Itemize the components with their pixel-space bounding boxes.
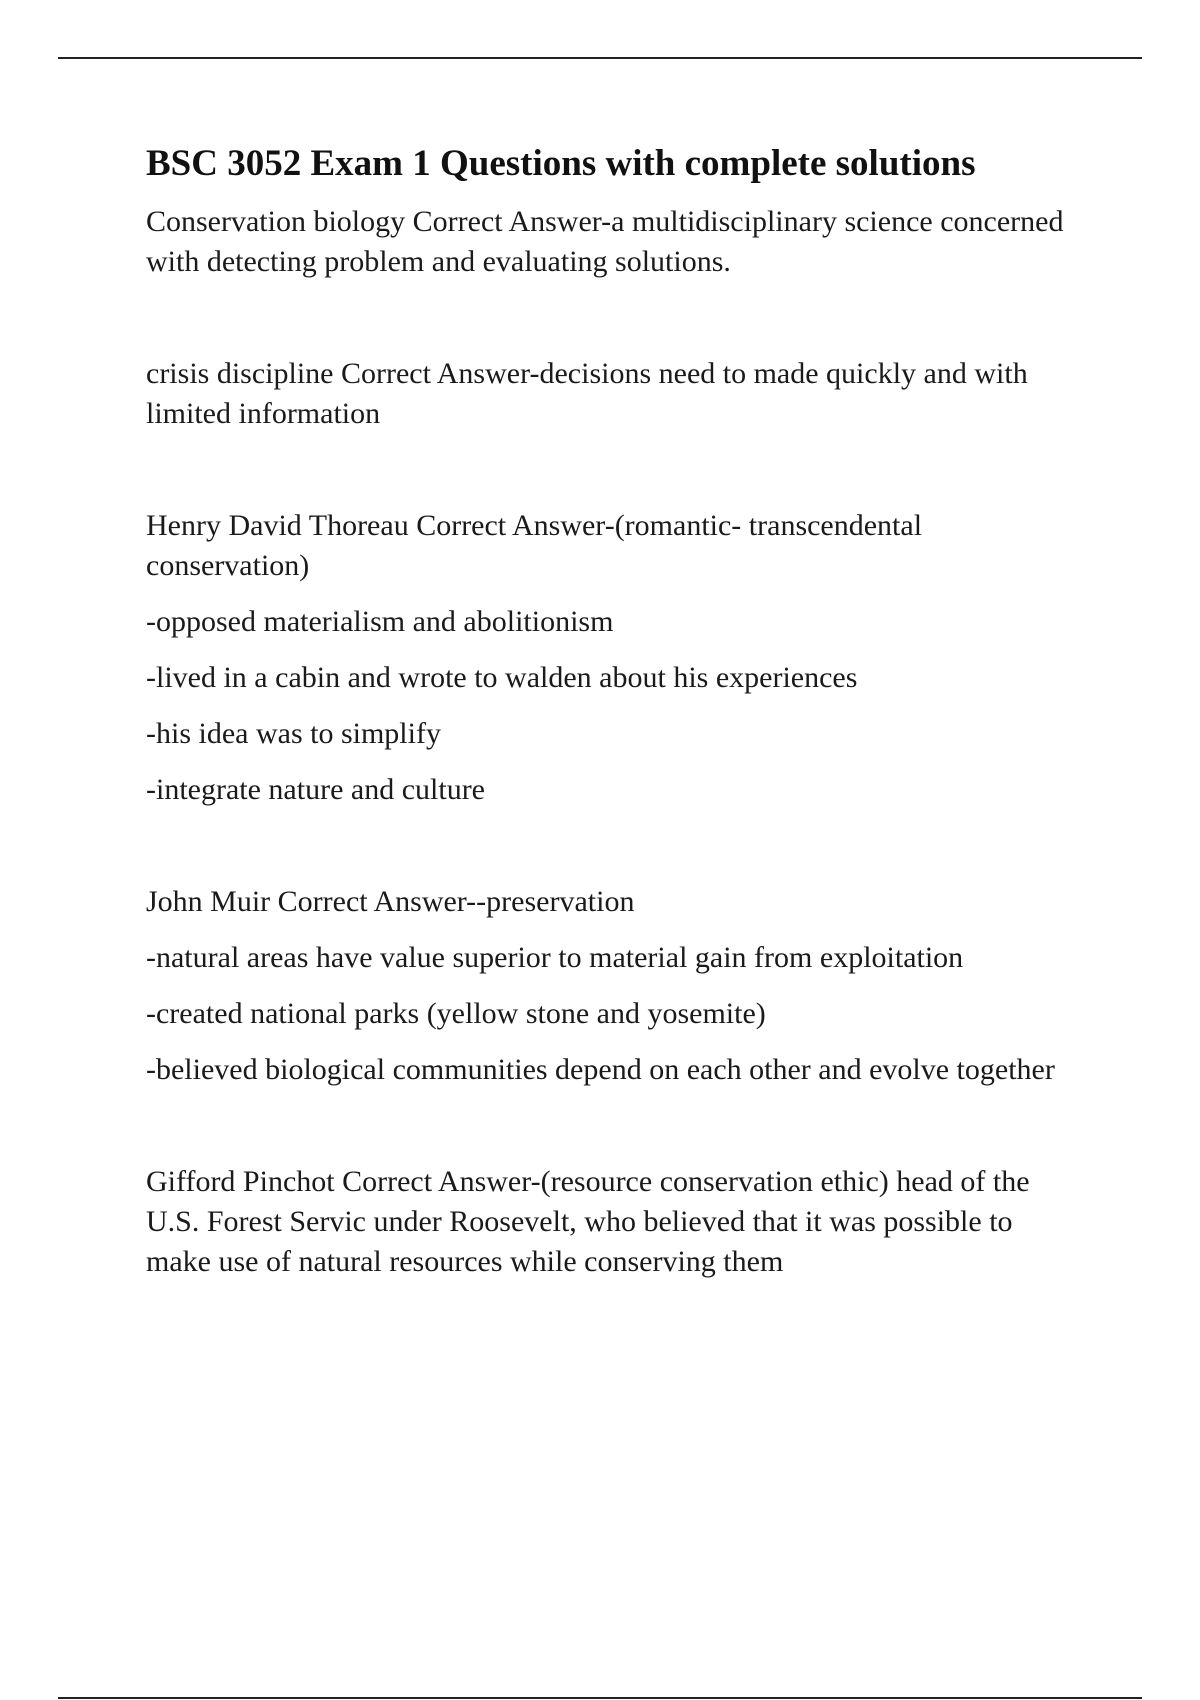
entry-text: crisis discipline Correct Answer-decisions need to made quickly and with limited information (146, 357, 1028, 431)
top-rule (58, 57, 1142, 59)
entry-detail: -created national parks (yellow stone and yosemite) (146, 997, 766, 1031)
entry-detail: -lived in a cabin and wrote to walden about his experiences (146, 661, 858, 695)
entry-detail: -integrate nature and culture (146, 773, 485, 807)
qa-entry-conservation-biology (146, 202, 1076, 282)
entry-detail: -believed biological communities depend on each other and evolve together (146, 1053, 1055, 1087)
entry-text: John Muir Correct Answer--preservation (146, 885, 635, 919)
page-title: BSC 3052 Exam 1 Questions with complete solutions (146, 143, 976, 184)
entry-text: Gifford Pinchot Correct Answer-(resource conservation ethic) head of the U.S. Forest Servic under Roosevelt, who believed that it was possible to make use of natural resources while conserving them (146, 1165, 1030, 1279)
entry-detail: -his idea was to simplify (146, 717, 441, 751)
entry-detail: -natural areas have value superior to material gain from exploitation (146, 941, 964, 975)
qa-entry-crisis-discipline (146, 354, 1076, 434)
qa-entry-pinchot (146, 1162, 1076, 1282)
qa-entry-thoreau (146, 506, 1076, 810)
document-body (146, 140, 1076, 1354)
entry-text: Henry David Thoreau Correct Answer-(romantic- transcendental conservation) (146, 509, 923, 583)
bottom-rule (58, 1697, 1142, 1699)
entry-detail: -opposed materialism and abolitionism (146, 605, 614, 639)
qa-entry-muir (146, 882, 1076, 1090)
entry-text: Conservation biology Correct Answer-a multidisciplinary science concerned with detecting problem and evaluating solutions. (146, 205, 1064, 279)
